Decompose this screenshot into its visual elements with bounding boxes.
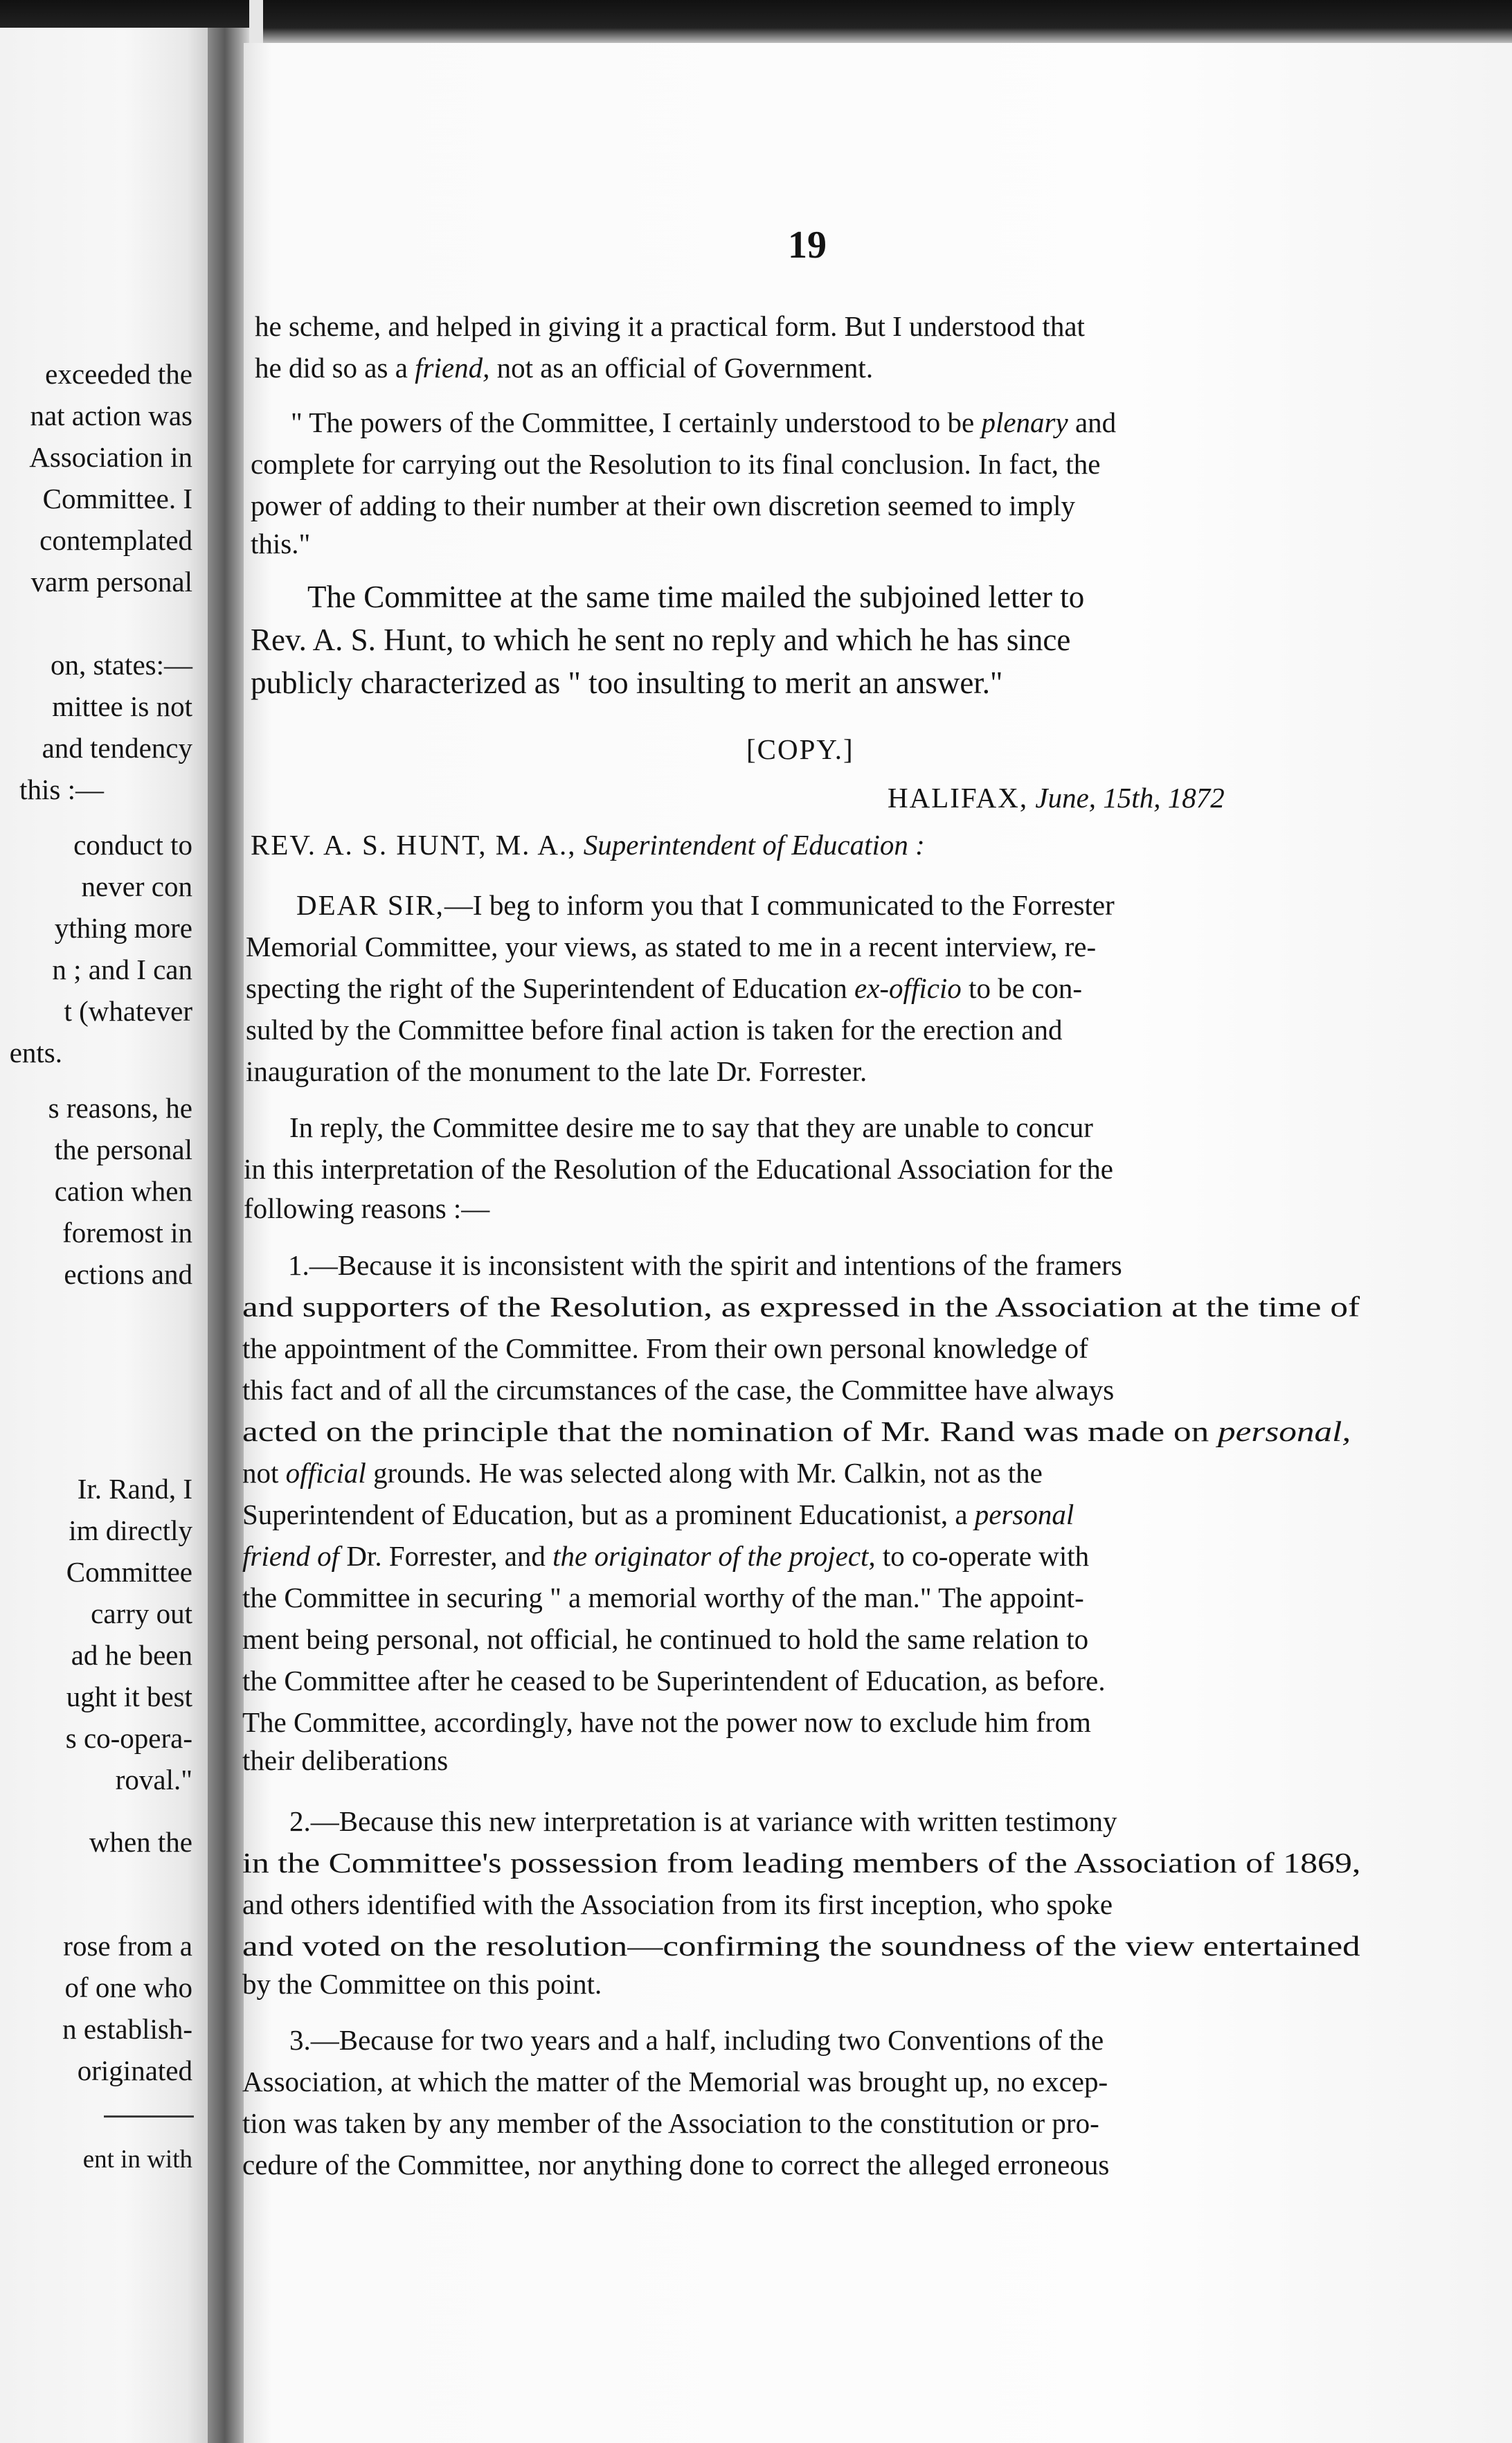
text-line: sulted by the Committee before final action is taken for the erection and [246, 1014, 1063, 1046]
left-fragment: roval." [115, 1764, 192, 1796]
left-fragment: n ; and I can [52, 954, 192, 985]
left-fragment: and tendency [42, 732, 192, 764]
text-line: the Committee in securing " a memorial worthy of the man." The appoint- [242, 1582, 1084, 1613]
text-line: this." [251, 528, 311, 560]
addressee [251, 831, 925, 859]
left-fragment: nat action was [30, 400, 192, 431]
text-line: power of adding to their number at their own discretion seemed to imply [251, 490, 1075, 521]
left-fragment: Ir. Rand, I [77, 1473, 192, 1505]
left-fragment: on, states:— [51, 649, 192, 681]
text-line: and supporters of the Resolution, as expressed in the Association at the time of [242, 1291, 1360, 1323]
dateline-date: June, 15th, 1872 [1035, 782, 1225, 814]
left-fragment: foremost in [62, 1217, 192, 1249]
text-line: Superintendent of Education, but as a prominent Educationist, a personal [242, 1498, 1074, 1530]
addressee-name: REV. A. S. HUNT, M. A., [251, 829, 577, 861]
left-fragment: ents. [9, 1037, 62, 1068]
text-line: ment being personal, not official, he continued to hold the same relation to [242, 1623, 1089, 1655]
text-line: 2.—Because this new interpretation is at variance with written testimony [289, 1805, 1117, 1837]
left-fragment: mittee is not [52, 690, 192, 722]
left-fragment: im directly [69, 1514, 192, 1546]
left-fragment: s co-opera- [65, 1722, 192, 1754]
text-line: the appointment of the Committee. From their own personal knowledge of [242, 1332, 1088, 1364]
text-line: following reasons :— [244, 1192, 490, 1224]
left-fragment: this :— [19, 773, 104, 805]
left-fragment: ad he been [71, 1639, 192, 1671]
left-fragment: cation when [54, 1175, 192, 1207]
left-fragment: Association in [29, 441, 192, 473]
left-facing-page [0, 28, 208, 2443]
salutation: DEAR SIR, [296, 889, 444, 921]
text-line: The Committee, accordingly, have not the power now to exclude him from [242, 1706, 1091, 1738]
text-line: he scheme, and helped in giving it a practical form. But I understood that [255, 310, 1085, 342]
left-fragment: ent in with [82, 2145, 192, 2174]
text-line: Memorial Committee, your views, as stated to me in a recent interview, re- [246, 931, 1097, 963]
left-fragment: contemplated [39, 524, 192, 556]
left-fragment: rose from a [63, 1930, 192, 1962]
left-fragment: originated [77, 2055, 192, 2086]
left-fragment: t (whatever [64, 995, 192, 1027]
text-line: Association, at which the matter of the Memorial was brought up, no excep- [242, 2066, 1108, 2097]
scan-top-gap [249, 0, 263, 43]
left-fragment: exceeded the [45, 358, 192, 390]
dateline [888, 784, 1225, 812]
left-divider-rule [104, 2115, 194, 2118]
left-fragment: conduct to [73, 829, 192, 861]
text-line: in this interpretation of the Resolution of the Educational Association for the [244, 1153, 1113, 1185]
dateline-place: HALIFAX, [888, 782, 1029, 814]
copy-label: [COPY.] [746, 733, 854, 765]
text-line: 3.—Because for two years and a half, including two Conventions of the [289, 2024, 1104, 2056]
text-line: the Committee after he ceased to be Superintendent of Education, as before. [242, 1665, 1106, 1697]
text-line: inauguration of the monument to the late Dr. Forrester. [246, 1055, 867, 1087]
left-fragment: when the [89, 1826, 192, 1858]
text-line: 1.—Because it is inconsistent with the spirit and intentions of the framers [288, 1249, 1122, 1281]
left-fragment: Committee. I [42, 483, 192, 514]
text-line: complete for carrying out the Resolution to its final conclusion. In fact, the [251, 448, 1101, 480]
left-fragment: ections and [64, 1258, 192, 1290]
text-line: and voted on the resolution—confirming the soundness of the view entertained [242, 1930, 1360, 1962]
page-number: 19 [788, 224, 827, 267]
text-line: The Committee at the same time mailed the subjoined letter to [307, 580, 1085, 614]
text-line: specting the right of the Superintendent of Education ex-officio to be con- [246, 972, 1083, 1004]
left-fragment: ught it best [66, 1681, 192, 1712]
text-line: publicly characterized as " too insulting to merit an answer." [251, 665, 1003, 700]
left-fragment: carry out [91, 1598, 192, 1629]
text-line: tion was taken by any member of the Association to the constitution or pro- [242, 2107, 1099, 2139]
text-line: " The powers of the Committee, I certainly understood to be plenary and [291, 406, 1117, 438]
text-line: not official grounds. He was selected along with Mr. Calkin, not as the [242, 1457, 1043, 1489]
text-line: In reply, the Committee desire me to say that they are unable to concur [289, 1111, 1093, 1143]
left-fragment: n establish- [62, 2013, 192, 2045]
left-fragment: ything more [54, 912, 192, 944]
text-line: this fact and of all the circumstances of the case, the Committee have always [242, 1374, 1115, 1406]
text-line: and others identified with the Association from its first inception, who spoke [242, 1888, 1113, 1920]
text-line: cedure of the Committee, nor anything done to correct the alleged erroneous [242, 2149, 1110, 2181]
text-line: he did so as a friend, not as an official of Government. [255, 352, 874, 384]
left-fragment: of one who [64, 1971, 192, 2003]
text-line: in the Committee's possession from leading members of the Association of 1869, [242, 1847, 1361, 1879]
left-fragment: s reasons, he [48, 1092, 192, 1124]
text-line: DEAR SIR,—I beg to inform you that I communicated to the Forrester [296, 889, 1115, 921]
text-line: acted on the principle that the nomination of Mr. Rand was made on personal, [242, 1415, 1351, 1447]
text-line: their deliberations [242, 1744, 449, 1776]
text-line: friend of Dr. Forrester, and the originator of the project, to co-operate with [242, 1540, 1090, 1572]
left-fragment: never con [81, 870, 192, 902]
text-line: by the Committee on this point. [242, 1968, 602, 2000]
addressee-title: Superintendent of Education : [583, 829, 925, 861]
left-fragment: varm personal [30, 566, 192, 598]
left-fragment: the personal [54, 1134, 192, 1165]
text-line: Rev. A. S. Hunt, to which he sent no reply and which he has since [251, 623, 1071, 657]
left-fragment: Committee [66, 1556, 192, 1588]
